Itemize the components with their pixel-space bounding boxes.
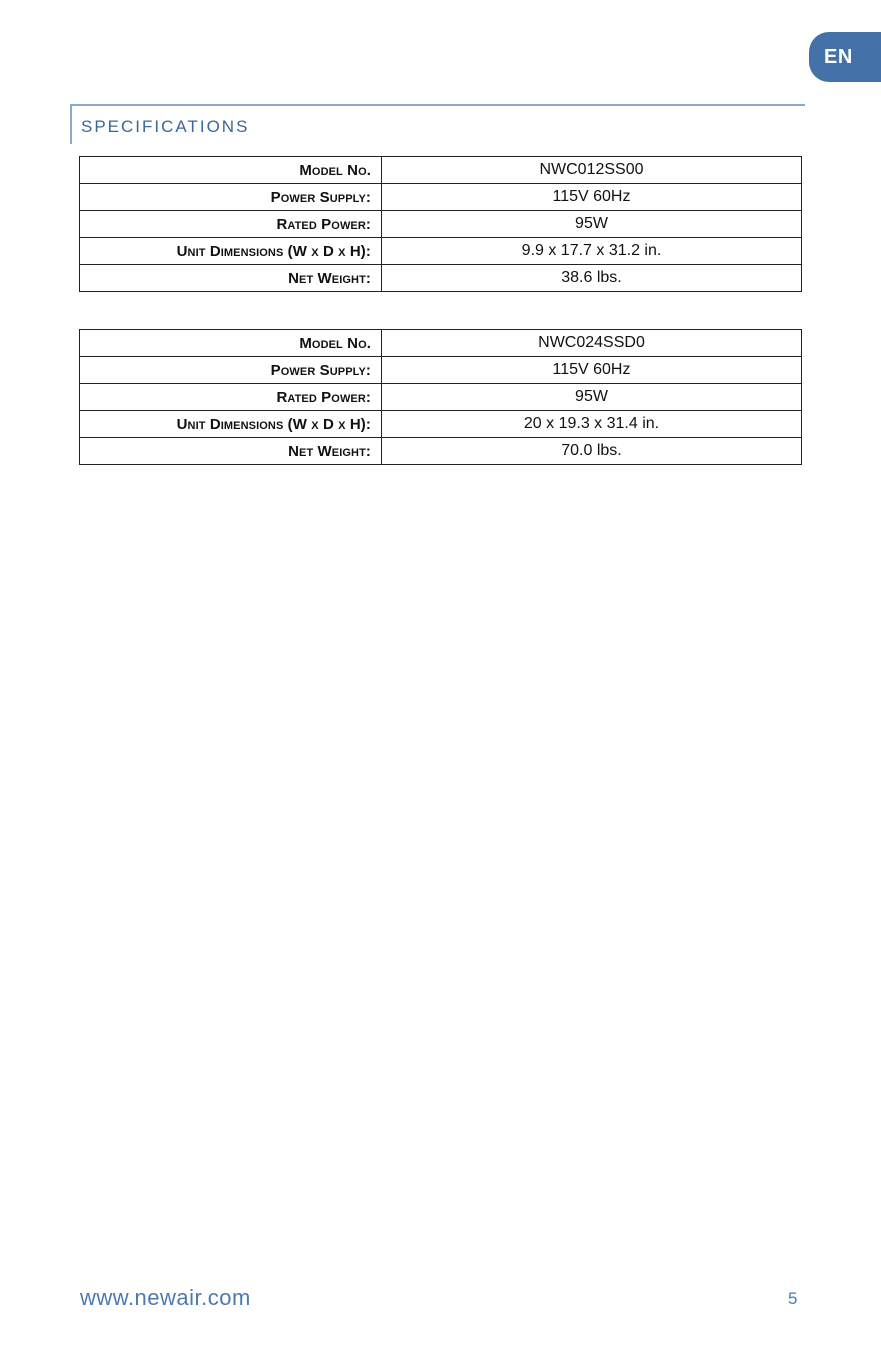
page-number: 5 (788, 1289, 798, 1308)
language-tab: EN (809, 32, 881, 82)
section-heading (70, 104, 805, 144)
row-label-net-weight: Net Weight: (80, 438, 382, 465)
row-value-rated-power: 95W (382, 384, 802, 411)
table-row (80, 384, 802, 411)
spec-table-2 (79, 329, 802, 465)
table-row (80, 330, 802, 357)
row-value-net-weight: 70.0 lbs. (382, 438, 802, 465)
table-row (80, 411, 802, 438)
table-row (80, 357, 802, 384)
row-value-rated-power: 95W (382, 211, 802, 238)
row-value-power-supply: 115V 60Hz (382, 357, 802, 384)
footer-website-link[interactable]: www.newair.com (80, 1285, 251, 1310)
row-label-power-supply: Power Supply: (80, 184, 382, 211)
row-value-model: NWC024SSD0 (382, 330, 802, 357)
row-label-net-weight: Net Weight: (80, 265, 382, 292)
row-label-rated-power: Rated Power: (80, 211, 382, 238)
row-value-model: NWC012SS00 (382, 157, 802, 184)
table-row (80, 238, 802, 265)
table-row (80, 157, 802, 184)
row-label-model: Model No. (80, 330, 382, 357)
table-row (80, 184, 802, 211)
row-value-dimensions: 20 x 19.3 x 31.4 in. (382, 411, 802, 438)
table-row (80, 438, 802, 465)
section-title: SPECIFICATIONS (81, 117, 250, 136)
row-value-net-weight: 38.6 lbs. (382, 265, 802, 292)
row-label-dimensions: Unit Dimensions (W x D x H): (80, 411, 382, 438)
row-label-model: Model No. (80, 157, 382, 184)
row-value-dimensions: 9.9 x 17.7 x 31.2 in. (382, 238, 802, 265)
row-label-dimensions: Unit Dimensions (W x D x H): (80, 238, 382, 265)
table-row (80, 211, 802, 238)
table-row (80, 265, 802, 292)
row-label-rated-power: Rated Power: (80, 384, 382, 411)
spec-table-1 (79, 156, 802, 292)
row-label-power-supply: Power Supply: (80, 357, 382, 384)
row-value-power-supply: 115V 60Hz (382, 184, 802, 211)
